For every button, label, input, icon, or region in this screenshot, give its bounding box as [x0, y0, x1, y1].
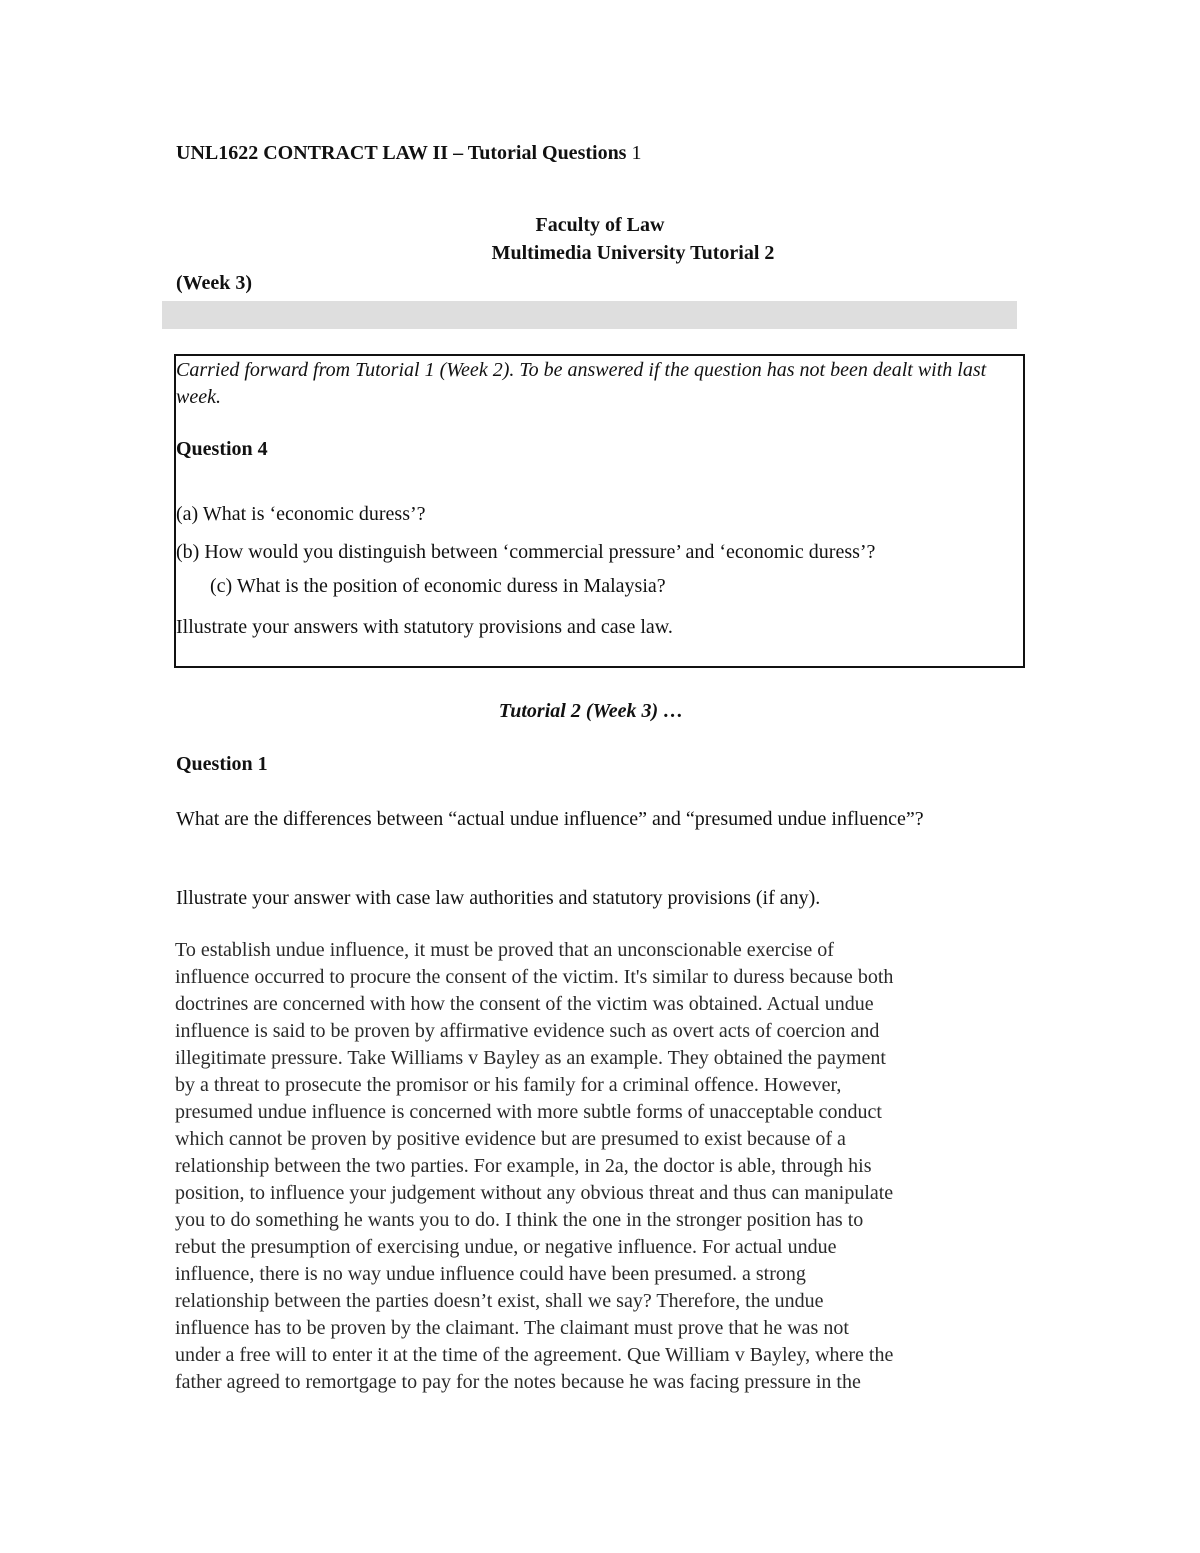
- answer-line: influence is said to be proven by affirmative evidence such as overt acts of coercion and: [175, 1020, 880, 1042]
- answer-line: under a free will to enter it at the time of the agreement. Que William v Bayley, where the: [175, 1344, 894, 1366]
- course-title: [176, 142, 641, 165]
- course-title-text: UNL1622 CONTRACT LAW II – Tutorial Questions: [176, 142, 627, 164]
- answer-line: illegitimate pressure. Take Williams v Bayley as an example. They obtained the payment: [175, 1047, 886, 1069]
- answer-line: To establish undue influence, it must be proved that an unconscionable exercise of: [175, 939, 834, 961]
- answer-line: position, to influence your judgement without any obvious threat and thus can manipulate: [175, 1182, 894, 1204]
- shaded-divider-bar: [162, 301, 1017, 329]
- answer-line: presumed undue influence is concerned with more subtle forms of unacceptable conduct: [175, 1101, 882, 1123]
- university-heading: Multimedia University Tutorial 2: [491, 242, 775, 264]
- answer-line: rebut the presumption of exercising undue, or negative influence. For actual undue: [175, 1236, 837, 1258]
- answer-line: relationship between the parties doesn’t exist, shall we say? Therefore, the undue: [175, 1290, 824, 1312]
- faculty-heading: Faculty of Law: [535, 214, 665, 236]
- answer-line: influence has to be proven by the claimant. The claimant must prove that he was not: [175, 1317, 849, 1339]
- answer-line: influence, there is no way undue influence could have been presumed. a strong: [175, 1263, 806, 1285]
- question-1-body: What are the differences between “actual undue influence” and “presumed undue influence”?: [176, 808, 924, 830]
- week-label: (Week 3): [176, 272, 253, 294]
- answer-line: which cannot be proven by positive evidence but are presumed to exist because of a: [175, 1128, 846, 1150]
- answer-line: you to do something he wants you to do. I think the one in the stronger position has to: [175, 1209, 864, 1231]
- question-1-instruction: Illustrate your answer with case law authorities and statutory provisions (if any).: [176, 887, 821, 909]
- question-4-item-c: (c) What is the position of economic duress in Malaysia?: [210, 575, 666, 597]
- answer-line: relationship between the two parties. For example, in 2a, the doctor is able, through his: [175, 1155, 872, 1177]
- question-1-heading: Question 1: [176, 753, 268, 775]
- tutorial-2-heading: Tutorial 2 (Week 3) …: [498, 700, 684, 722]
- question-4-instruction: Illustrate your answers with statutory provisions and case law.: [176, 616, 673, 638]
- answer-line: influence occurred to procure the consent of the victim. It's similar to duress because both: [175, 966, 894, 988]
- course-title-number: 1: [631, 142, 642, 164]
- answer-line: by a threat to prosecute the promisor or his family for a criminal offence. However,: [175, 1074, 842, 1096]
- answer-line: father agreed to remortgage to pay for the notes because he was facing pressure in the: [175, 1371, 861, 1393]
- question-4-item-b: (b) How would you distinguish between ‘commercial pressure’ and ‘economic duress’?: [176, 541, 876, 563]
- question-4-item-a: (a) What is ‘economic duress’?: [176, 503, 426, 525]
- answer-line: doctrines are concerned with how the consent of the victim was obtained. Actual undue: [175, 993, 874, 1015]
- carried-forward-note: Carried forward from Tutorial 1 (Week 2). To be answered if the question has not been dealt with last week.: [176, 359, 987, 408]
- question-4-heading: Question 4: [176, 438, 268, 460]
